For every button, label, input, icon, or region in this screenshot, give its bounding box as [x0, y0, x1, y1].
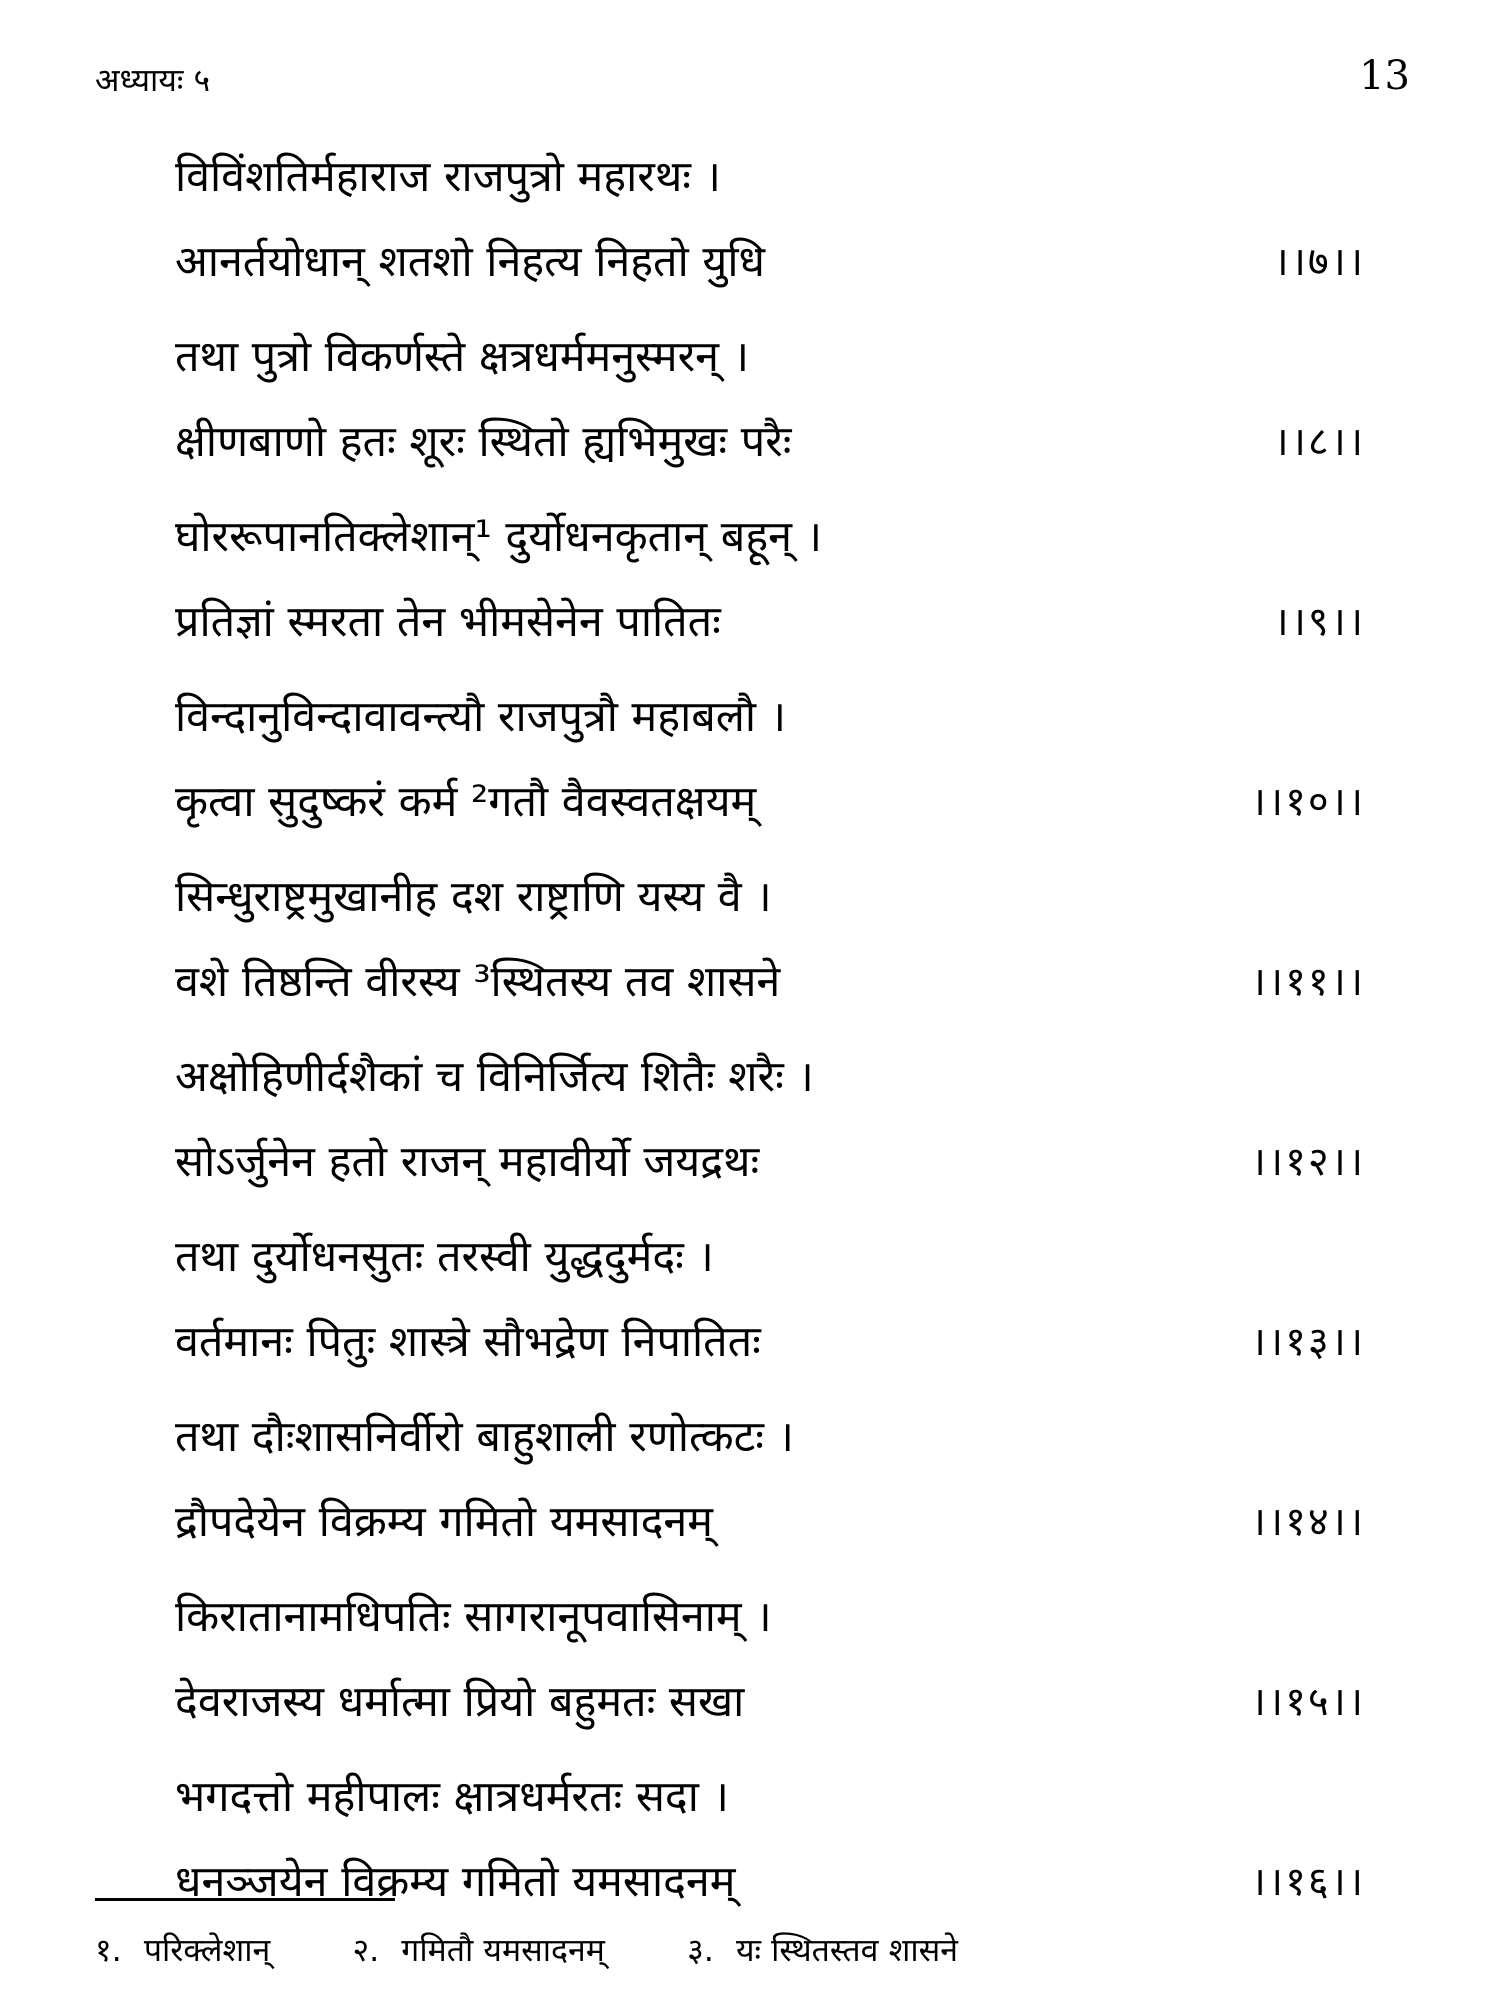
verse-line: [175, 220, 1365, 305]
verse-line: [175, 1215, 1365, 1300]
verse-10: [175, 675, 1365, 845]
verse-line-text: सिन्धुराष्ट्रमुखानीह दश राष्ट्राणि यस्य वै ।: [175, 872, 772, 922]
verse-block: [175, 135, 1365, 1925]
verse-12: [175, 1035, 1365, 1205]
verse-14: [175, 1395, 1365, 1565]
verse-line: [175, 495, 1365, 580]
verse-line-text: वर्तमानः पितुः शास्त्रे सौभद्रेण निपातितः: [175, 1317, 761, 1367]
page-number: 13: [1359, 53, 1410, 99]
verse-line: [175, 1300, 1365, 1385]
verse-number: ।।८।।: [1273, 419, 1365, 465]
verse-line: [175, 580, 1365, 665]
verse-line: [175, 1660, 1365, 1745]
verse-15: [175, 1575, 1365, 1745]
verse-number: ।।९।।: [1273, 599, 1365, 645]
footnotes: [95, 1928, 1415, 1972]
verse-number: ।।१३।।: [1250, 1319, 1365, 1365]
verse-number: ।।१६।।: [1250, 1859, 1365, 1905]
verse-line-text: द्रौपदेयेन विक्रम्य गमितो यमसादनम्: [175, 1497, 713, 1547]
verse-number: ।।१०।।: [1250, 779, 1365, 825]
verse-13: [175, 1215, 1365, 1385]
verse-line-text: प्रतिज्ञां स्मरता तेन भीमसेनेन पातितः: [175, 597, 721, 647]
verse-11: [175, 855, 1365, 1025]
footnote-item: [687, 1928, 958, 1972]
verse-line-text: विन्दानुविन्दावावन्त्यौ राजपुत्रौ महाबलौ ।: [175, 692, 787, 742]
footnote-number: ३.: [687, 1931, 714, 1969]
verse-line-text: तथा दौःशासनिर्वीरो बाहुशाली रणोत्कटः ।: [175, 1412, 794, 1462]
verse-number: ।।१४।।: [1250, 1499, 1365, 1545]
verse-line: [175, 675, 1365, 760]
verse-9: [175, 495, 1365, 665]
verse-line: [175, 1755, 1365, 1840]
verse-line-text: सोऽर्जुनेन हतो राजन् महावीर्यो जयद्रथः: [175, 1137, 760, 1187]
footnote-text: यः स्थितस्तव शासने: [735, 1931, 959, 1969]
verse-line: [175, 760, 1365, 845]
verse-line: [175, 1035, 1365, 1120]
verse-line: [175, 1395, 1365, 1480]
chapter-heading: अध्यायः ५: [95, 61, 211, 99]
verse-line: [175, 1480, 1365, 1565]
verse-line-text: धनञ्जयेन विक्रम्य गमितो यमसादनम्: [175, 1857, 736, 1907]
verse-line: [175, 135, 1365, 220]
verse-line-text: घोररूपानतिक्लेशान्¹ दुर्योधनकृतान् बहून् ।: [175, 512, 822, 562]
verse-line-text: विविंशतिर्महाराज राजपुत्रो महारथः ।: [175, 152, 721, 202]
verse-line: [175, 1840, 1365, 1925]
verse-line: [175, 1575, 1365, 1660]
verse-line-text: किरातानामधिपतिः सागरानूपवासिनाम् ।: [175, 1592, 772, 1642]
verse-line: [175, 855, 1365, 940]
footnote-number: १.: [95, 1931, 122, 1969]
verse-line-text: देवराजस्य धर्मात्मा प्रियो बहुमतः सखा: [175, 1677, 745, 1727]
verse-8: [175, 315, 1365, 485]
verse-number: ।।१२।।: [1250, 1139, 1365, 1185]
verse-line: [175, 1120, 1365, 1205]
footnote-item: [352, 1928, 604, 1972]
verse-line-text: आनर्तयोधान् शतशो निहत्य निहतो युधि: [175, 237, 765, 287]
verse-line: [175, 315, 1365, 400]
verse-line-text: तथा दुर्योधनसुतः तरस्वी युद्धदुर्मदः ।: [175, 1232, 714, 1282]
verse-line-text: तथा पुत्रो विकर्णस्ते क्षत्रधर्ममनुस्मरन् ।: [175, 332, 749, 382]
verse-line: [175, 940, 1365, 1025]
verse-number: ।।७।।: [1273, 239, 1365, 285]
verse-line-text: अक्षोहिणीर्दशैकां च विनिर्जित्य शितैः शरैः ।: [175, 1052, 814, 1102]
verse-line-text: क्षीणबाणो हतः शूरः स्थितो ह्यभिमुखः परैः: [175, 417, 792, 467]
verse-line-text: वशे तिष्ठन्ति वीरस्य ³स्थितस्य तव शासने: [175, 957, 781, 1007]
footnote-item: [95, 1928, 270, 1972]
footnote-text: गमितौ यमसादनम्: [401, 1931, 605, 1969]
footnote-number: २.: [352, 1931, 380, 1969]
footnote-text: परिक्लेशान्: [143, 1931, 271, 1969]
verse-number: ।।१५।।: [1250, 1679, 1365, 1725]
verse-7: [175, 135, 1365, 305]
verse-number: ।।११।।: [1250, 959, 1365, 1005]
verse-line-text: कृत्वा सुदुष्करं कर्म ²गतौ वैवस्वतक्षयम्: [175, 777, 757, 827]
footnote-divider: [95, 1898, 395, 1901]
verse-line-text: भगदत्तो महीपालः क्षात्रधर्मरतः सदा ।: [175, 1772, 729, 1822]
verse-line: [175, 400, 1365, 485]
